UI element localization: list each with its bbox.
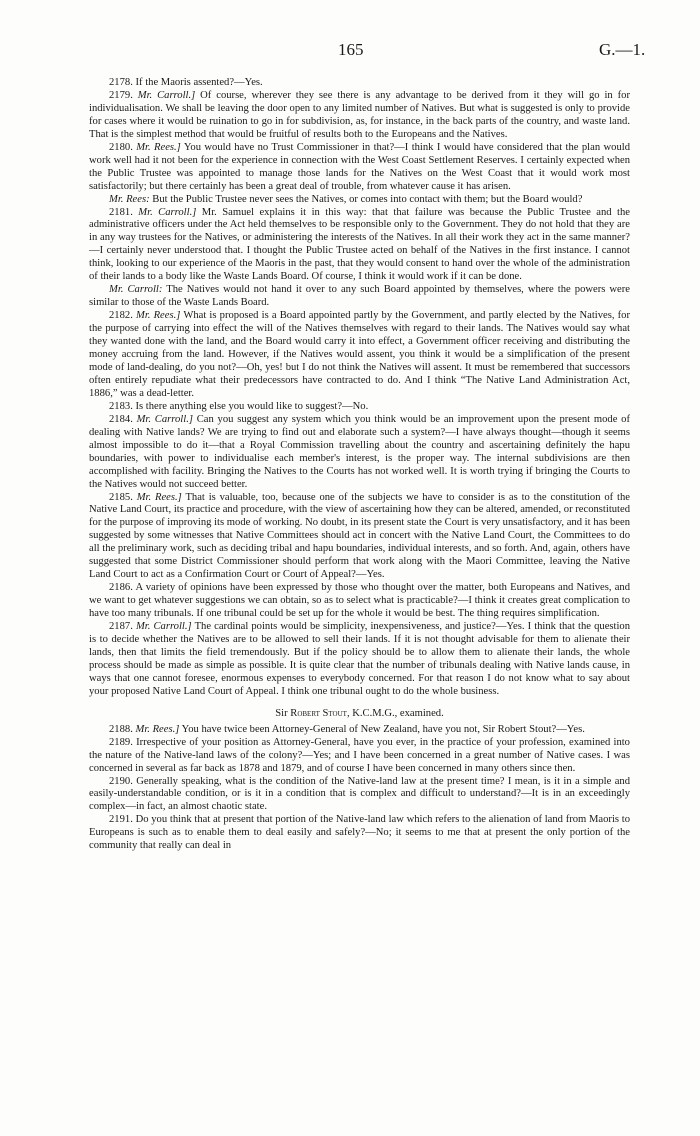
question-paragraph (89, 776, 630, 815)
paragraph-text: What is proposed is a Board appointed partly by the Government, and partly elected by the Natives, for the purpose of carrying into effect the will of the Natives themselves with regard to their lands. The Natives would say what they wanted done with the land, and the Board would carry it into effect, a Government officer receiving and distributing the money accruing from the land. However, if the Natives would assent, you think it would be a simplification of the present mode of land-dealing, do you not?—Oh, yes! but I do not think the Natives will assent. It must be remembered that successors often entirely repudiate what their predecessors have contracted to do. And I think “The Native Land Administration Act, 1886,” was a dead-letter. (89, 310, 630, 399)
question-paragraph (89, 310, 630, 401)
question-paragraph (89, 401, 630, 414)
paragraph-text: Mr. Samuel explains it in this way: that that failure was because the Public Trustee and the administrative officers under the Act held themselves to be responsible only to the Government. They do not hold that they are in any way trustees for the Natives, or administering the interests of the Natives. In all their work they act in the same manner?—I certainly never understood that. I thought the Public Trustee acted on behalf of the Natives in the first instance. I cannot think, looking to our experience of the Maoris in the past, that they would consent to hand over the whole of the administration of their lands to a body like the Waste Lands Board. Of course, I think it would work if it can be done. (89, 206, 630, 283)
question-paragraph (89, 194, 630, 207)
question-paragraph (89, 737, 630, 776)
paragraph-text: Can you suggest any system which you think would be an improvement upon the present mode of dealing with Native lands? We are trying to find out and elaborate such a system?—I have always thought—though it seems almost impossible to do it—that a Royal Commission travelling about the country and ascertaining definitely the hapu boundaries, with power to individualise each member's interest, is the proper way. The internal subdivisions are then accomplished with facility. Bringing the Natives to the Courts has not worked well. It is worth trying if bringing the Courts to the Natives would not succeed better. (89, 413, 630, 490)
document-body (89, 77, 630, 853)
paragraph-text: Is there anything else you would like to suggest?—No. (135, 400, 369, 412)
question-paragraph (89, 207, 630, 285)
paragraph-text: Do you think that at present that portion of the Native-land law which refers to the alienation of land from Maoris to Europeans is such as to enable them to deal easily and safely?—No; it seems to me that at present the only portion of the community that really can deal in (89, 814, 630, 852)
heading-suffix: , K.C.M.G., examined. (346, 707, 444, 719)
question-paragraph (89, 77, 630, 90)
question-paragraph (89, 90, 630, 142)
testimony-block-1 (89, 77, 630, 699)
question-number: 2191. (109, 814, 133, 826)
question-paragraph (89, 414, 630, 492)
question-paragraph (89, 814, 630, 853)
speaker-name: Mr. Rees.] (136, 141, 181, 153)
question-number: 2189. (109, 736, 133, 748)
paragraph-text: Generally speaking, what is the condition of the Native-land law at the present time? I mean, is it in a simple and easily-understandable condition, or is it in a condition that is complex and difficult to understand?—It is in an exceedingly complex—in fact, an almost chaotic state. (89, 775, 630, 813)
speaker-name: Mr. Carroll.] (135, 621, 192, 633)
paragraph-text: But the Public Trustee never sees the Natives, or comes into contact with them; but the Board would? (152, 193, 583, 205)
paragraph-text: Of course, wherever they see there is any advantage to be derived from it they will go in for individualisation. We shall be leaving the door open to any limited number of Natives. But what is suggested is only to provide for cases where it would be ruination to go in for subdivision, as, for instance, in the back parts of the country, and waste land. That is the simplest method that would be fruitful of results both to the Europeans and the Natives. (89, 89, 630, 140)
paragraph-text: Irrespective of your position as Attorney-General, have you ever, in the practice of your profession, examined into the nature of the Native-land laws of the colony?—Yes; and I have been concerned in a great number of Native cases. I was concerned in several as far back as 1878 and 1879, and of course I have been concerned in many others since then. (89, 736, 630, 774)
speaker-name: Mr. Rees.] (135, 723, 180, 735)
speaker-name: Mr. Carroll.] (136, 413, 193, 425)
question-paragraph (89, 142, 630, 194)
question-number: 2184. (109, 413, 133, 425)
witness-heading (89, 708, 630, 721)
paragraph-text: You would have no Trust Commissioner in that?—I think I would have considered that the plan would work well had it not been for the experience in connection with the West Coast Settlement Reserves. I certainly expected when the Public Trustee was appointed to manage those lands for the Natives on the West Coast that it would work most satisfactorily; but there certainly has been a great deal of trouble, from whatever cause it has arisen. (89, 141, 630, 192)
paragraph-text: If the Maoris assented?—Yes. (135, 77, 263, 88)
paragraph-text: A variety of opinions have been expressed by those who thought over the matter, both Europeans and Natives, and we want to get whatever suggestions we can obtain, so as to select what is practicable?—I think it creates great complication to have too many tribunals. If one tribunal could be set up for the whole it would be best. The thing requires simplification. (89, 582, 631, 620)
page-number: 165 (338, 40, 364, 59)
question-paragraph (89, 284, 630, 310)
question-number: 2180. (109, 141, 133, 153)
speaker-name: Mr. Carroll.] (137, 89, 196, 101)
page-header (0, 40, 700, 62)
speaker-name: Mr. Carroll: (109, 284, 163, 296)
witness-name: Robert Stout (290, 707, 347, 719)
paragraph-text: The Natives would not hand it over to any such Board appointed by themselves, where the powers were similar to those of the Waste Lands Board. (89, 284, 630, 309)
question-number: 2181. (109, 206, 133, 218)
question-number: 2183. (109, 400, 133, 412)
speaker-name: Mr. Rees.] (136, 491, 182, 503)
question-number: 2188. (109, 723, 133, 735)
speaker-name: Mr. Rees: (109, 193, 150, 205)
paragraph-text: The cardinal points would be simplicity, inexpensiveness, and justice?—Yes. I think that the question is to decide whether the Natives are to be allowed to sell their lands. If it is not thought advisable for them to alienate their lands, then that limits the field tremendously. But if the policy should be to allow them to alienate their lands, the whole process should be made as simple as possible. It is quite clear that the number of tribunals dealing with Native lands cause, in ways that one cannot foresee, enormous expenses to everybody concerned. For that reason I do not know what to say about your proposed Native Land Court of Appeal. I think one tribunal ought to do the whole business. (89, 621, 630, 697)
speaker-name: Mr. Carroll.] (138, 206, 197, 218)
question-number: 2179. (109, 89, 133, 101)
question-number: 2185. (109, 491, 133, 503)
question-paragraph (89, 621, 630, 699)
speaker-name: Mr. Rees.] (136, 310, 181, 322)
document-reference: G.—1. (599, 40, 646, 59)
testimony-block-2 (89, 724, 630, 854)
question-paragraph (89, 582, 630, 621)
question-number: 2182. (109, 310, 133, 322)
question-paragraph (89, 492, 630, 583)
paragraph-text: You have twice been Attorney-General of New Zealand, have you not, Sir Robert Stout?—Yes. (181, 723, 585, 735)
question-paragraph (89, 724, 630, 737)
paragraph-text: That is valuable, too, because one of the subjects we have to consider is as to the constitution of the Native Land Court, its practice and procedure, with the view of ascertaining how they can be altered, amended, or reconstituted for the purpose of improving its mode of working. No doubt, in its present state the Court is very unsatisfactory, and it has been suggested by some witnesses that Native Committees should act in concert with the Native Land Court, the Committees to do all the preliminary work, such as deciding tribal and hapu boundaries, individual interests, and so forth. And, again, others have suggested that some District Commissioner should perform that work along with the Maori Committee, leaving the Native Land Court to act as a Confirmation Court or Court of Appeal?—Yes. (89, 491, 630, 581)
question-number: 2186. (109, 582, 133, 594)
question-number: 2178. (109, 77, 133, 88)
heading-prefix: Sir (275, 707, 288, 719)
question-number: 2187. (109, 621, 133, 633)
question-number: 2190. (109, 775, 133, 787)
